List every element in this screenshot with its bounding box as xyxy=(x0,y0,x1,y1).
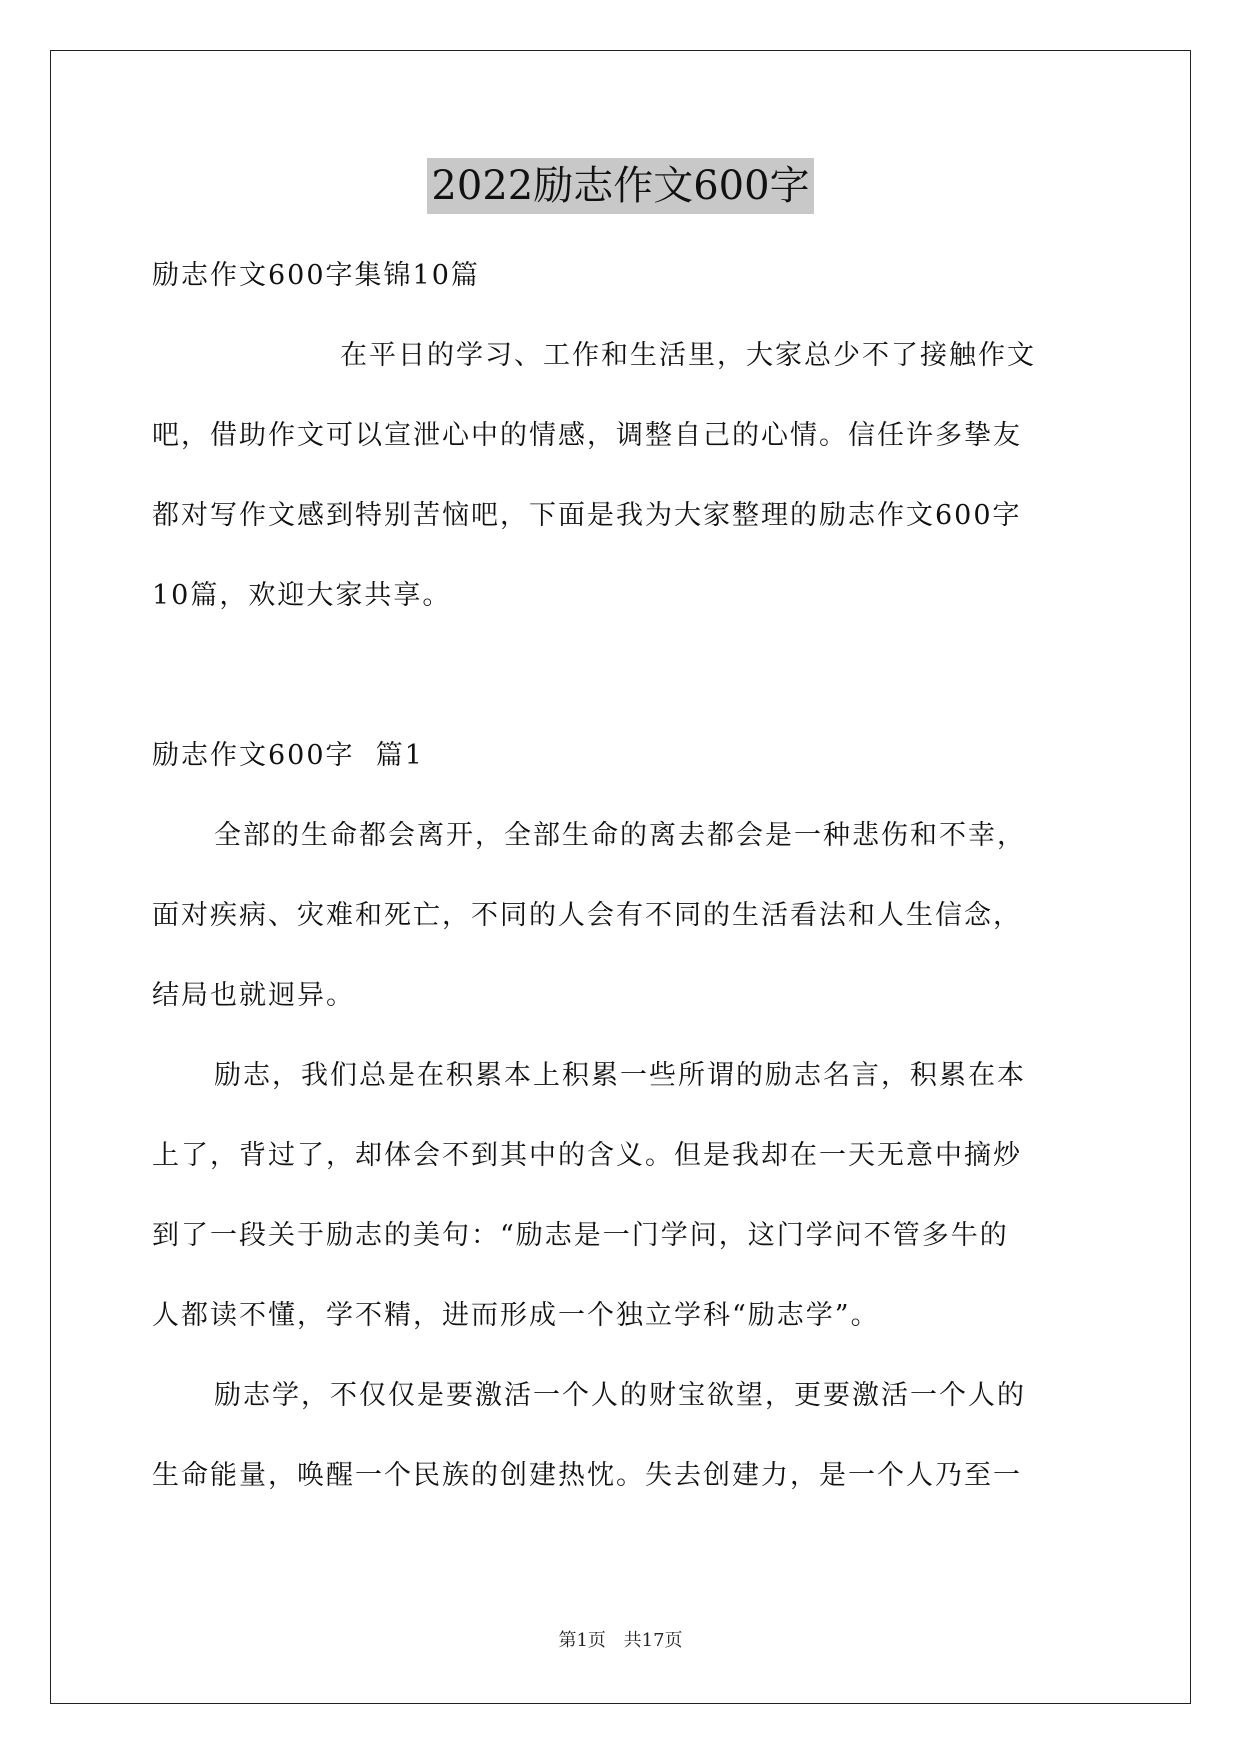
paragraph-line: 结局也就迥异。 xyxy=(152,980,355,1011)
paragraph-line: 生命能量，唤醒一个民族的创建热忱。失去创建力，是一个人乃至一 xyxy=(152,1460,1022,1491)
document-title: 2022励志作文600字 xyxy=(427,158,813,214)
page-footer xyxy=(0,1626,1241,1652)
section-spacer xyxy=(152,636,1090,716)
paragraph-line: 到了一段关于励志的美句：“励志是一门学问，这门学问不管多牛的 xyxy=(152,1220,1009,1251)
intro-line: 在平日的学习、工作和生活里，大家总少不了接触作文 xyxy=(340,340,1036,371)
paragraph-line: 励志学，不仅仅是要激活一个人的财宝欲望，更要激活一个人的 xyxy=(214,1380,1026,1411)
intro-line: 都对写作文感到特别苦恼吧，下面是我为大家整理的励志作文600字 xyxy=(152,500,1022,531)
section-heading: 励志作文600字 篇1 xyxy=(152,740,424,771)
intro-line: 吧，借助作文可以宣泄心中的情感，调整自己的心情。信任许多挚友 xyxy=(152,420,1022,451)
paragraph-line: 全部的生命都会离开，全部生命的离去都会是一种悲伤和不幸， xyxy=(214,820,1026,851)
title-container xyxy=(0,158,1241,214)
paragraph-line: 上了，背过了，却体会不到其中的含义。但是我却在一天无意中摘炒 xyxy=(152,1140,1022,1171)
document-subtitle: 励志作文600字集锦10篇 xyxy=(152,260,480,291)
paragraph-line: 励志，我们总是在积累本上积累一些所谓的励志名言，积累在本 xyxy=(214,1060,1026,1091)
document-body xyxy=(152,236,1090,1516)
paragraph-line: 人都读不懂，学不精，进而形成一个独立学科“励志学”。 xyxy=(152,1300,880,1331)
page-number-total: 共17页 xyxy=(623,1630,683,1651)
page-number-current: 第1页 xyxy=(558,1630,606,1651)
paragraph-line: 面对疾病、灾难和死亡，不同的人会有不同的生活看法和人生信念， xyxy=(152,900,1022,931)
intro-line: 10篇，欢迎大家共享。 xyxy=(152,580,452,611)
